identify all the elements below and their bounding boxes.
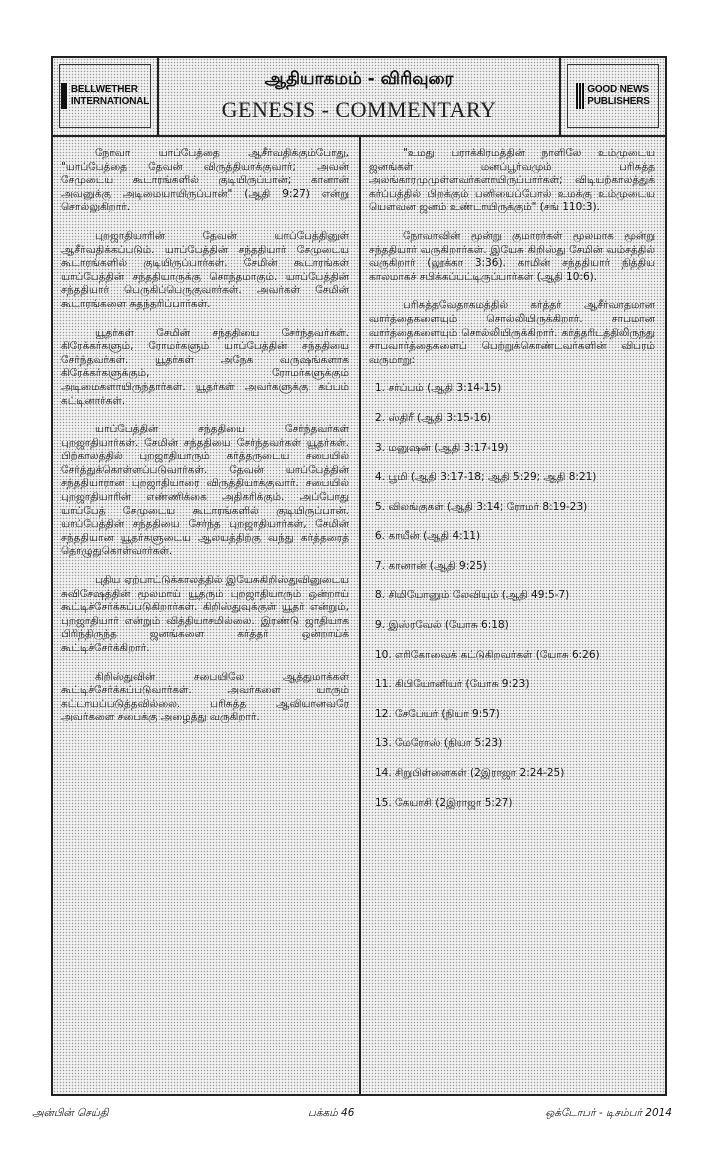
list-item: 7. கானான் (ஆதி 9:25)	[375, 559, 487, 572]
right-column	[361, 137, 665, 1094]
tower-icon	[61, 83, 67, 109]
logo-left-line2: INTERNATIONAL	[70, 96, 150, 107]
list-item: 1. சர்ப்பம் (ஆதி 3:14-15)	[375, 382, 502, 395]
list-item: 15. கேயாசி (2இராஜா 5:27)	[375, 796, 513, 809]
list-item: 5. விலங்குகள் (ஆதி 3:14; ரோமர் 8:19-23)	[375, 500, 588, 513]
page-number: பக்கம் 46	[308, 1107, 355, 1119]
paragraph: நோவாவின் மூன்று குமாரர்கள் மூலமாக மூன்று சந்ததியார் வருகிறார்கள். இயேசு கிறிஸ்து சேமின் வம்சத்தில் வருகிறார் (லூக்கா 3:36). காமின் சந்ததியார் நித்திய காலமாகச் சபிக்கப்பட்டிருப்பார்கள் (ஆதி 10:6).	[369, 229, 655, 283]
logo-left-line1: BELLWETHER	[70, 84, 138, 95]
book-icon	[576, 83, 584, 109]
list-item: 4. பூமி (ஆதி 3:17-18; ஆதி 5:29; ஆதி 8:21)	[375, 471, 597, 484]
list-item: 14. சிறுபிள்ளைகள் (2இராஜா 2:24-25)	[375, 767, 565, 780]
list-item: 9. இஸ்ரவேல் (யோசு 6:18)	[375, 619, 509, 632]
left-column	[53, 137, 361, 1094]
list-item: 13. மேரோஸ் (நியா 5:23)	[375, 737, 503, 750]
logo-right-line1: GOOD NEWS	[587, 84, 649, 95]
logo-right-line2: PUBLISHERS	[587, 96, 650, 107]
list-item: 3. மனுஷன் (ஆதி 3:17-19)	[375, 441, 509, 454]
paragraph: "உமது பராக்கிரமத்தின் நாளிலே உம்முடைய ஜனங்கள் மனப்பூர்வமும் பரிசுத்த அலங்காரமுமுள்ளவர்களாயிருப்பார்கள்; விடியற்காலத்துக் கர்ப்பத்தில் பிறக்கும் பனியைப்போல் உமக்கு உம்முடைய யௌவன ஜனம் உண்டாயிருக்கும்" (சங் 110:3).	[369, 147, 655, 214]
title-block	[157, 58, 561, 135]
title-tamil: ஆதியாகமம் - விரிவுரை	[264, 69, 454, 89]
paragraph: யூதர்கள் சேமின் சந்ததியை சேர்ந்தவர்கள். கிரேக்கர்களும், ரோமர்களும் யாப்பேத்தின் சந்ததியை சேர்ந்தவர்கள். யூதர்கள் அநேக வருஷங்களாக கிரேக்கர்களுக்கும், ரோமர்களுக்கும் அடிமைகளாயிருந்தார்கள். யூதர்கள் அவர்களுக்கு கப்பம் கட்டினார்கள்.	[61, 326, 349, 407]
list-item: 8. சிமியோனும் லேவியும் (ஆதி 49:5-7)	[375, 589, 570, 602]
paragraph: நோவா யாப்பேத்தை ஆசீர்வதிக்கும்போது, "யாப்பேத்தை தேவன் விருத்தியாக்குவார்; அவன் சேமுடைய கூடாரங்களில் குடியிருப்பான்; கானான் அவனுக்கு அடிமையாயிருப்பான்" (ஆதி 9:27) என்று சொல்லுகிறார்.	[61, 147, 349, 214]
list-item: 6. காயீன் (ஆதி 4:11)	[375, 530, 481, 543]
good-news-logo	[567, 64, 659, 128]
bellwether-logo	[59, 64, 151, 128]
issue-date: ஒக்டோபர் - டிசம்பர் 2014	[545, 1107, 672, 1119]
paragraph: கிறிஸ்துவின் சபையிலே ஆத்துமாக்கள் கூட்டிச்சேர்க்கப்படுவார்கள். அவர்களை யாரும் கட்டாயப்படுத்தவில்லை. பரிசுத்த ஆவியானவரே அவர்களை சபைக்கு அழைத்து வருகிறார்.	[61, 670, 349, 724]
page-frame	[51, 56, 667, 1096]
paragraph: புதிய ஏற்பாட்டுக்காலத்தில் இயேசுகிறிஸ்துவினுடைய சுவிசேஷத்தின் மூலமாய் யூதரும் புறஜாதியாரும் ஒன்றாய் கூட்டிச்சேர்க்கப்படுகிறார்கள். கிறிஸ்துவுக்குள் யூதர் என்றும், புறஜாதியார் என்றும் வித்தியாசமில்லை. இரண்டு ஜாதியாக பிரிந்திருந்த ஜனங்களை கர்த்தர் ஒன்றாய்க் கூட்டிச்சேர்க்கிறார்.	[61, 574, 349, 654]
magazine-name: அன்பின் செய்தி	[32, 1107, 109, 1119]
curse-list	[369, 382, 655, 810]
paragraph: யாப்பேத்தின் சந்ததியை சேர்ந்தவர்கள் புறஜாதியார்கள். சேமின் சந்ததியை சேர்ந்தவர்கள் யூதர்கள். பிற்காலத்தில் புறஜாதியாரும் கர்த்தருடைய சபையில் சேர்த்துக்கொள்ளப்படுவார்கள். தேவன் யாப்பேத்தின் சந்ததியாரான புறஜாதியாரை விருத்தியாக்குவார். சபையில் புறஜாதியாரின் எண்ணிக்கை அதிகரிக்கும். அப்போது யாப்பேத் சேமுடைய கூடாரங்களில் குடியிருப்பான். யாப்பேத்தின் சந்ததியை சேர்ந்த புறஜாதியார்கள், சேமின் சந்ததியான யூதர்களுடைய ஆலயத்திற்கு வந்து கர்த்தரைத் தொழுதுகொள்வார்கள்.	[61, 423, 349, 558]
paragraph: பரிசுத்தவேதாகமத்தில் கர்த்தர் ஆசீர்வாதமான வார்த்தைகளையும் சொல்லியிருக்கிறார். சாபமான வார்த்தைகளையும் சொல்லியிருக்கிறார். கர்த்தரிடத்திலிருந்து சாபவார்த்தைகளைப் பெற்றுக்கொண்டவர்களின் விபரம் வருமாறு:	[369, 299, 655, 366]
list-item: 10. எரிகோவைக் கட்டுகிறவர்கள் (யோசு 6:26)	[375, 648, 600, 661]
list-item: 11. கிபியோனியர் (யோசு 9:23)	[375, 678, 530, 691]
paragraph: புறஜாதியாரின் தேவன் யாப்பேத்தினுள் ஆசீர்வதிக்கப்படும். யாப்பேத்தின் சந்ததியார் சேமுடைய கூடாரங்களில் குடியிருப்பார்கள். சேமின் கூடாரங்கள் யாப்பேத்தின் சந்ததியாருக்கு சொந்தமாகும். யாப்பேத்தின் சந்ததியார் பெருகிப்பெருகுவார்கள். அவர்கள் சேமின் கூடாரங்களை சுதந்தரிப்பார்கள்.	[61, 229, 349, 310]
page-footer	[32, 1107, 672, 1123]
title-english: GENESIS - COMMENTARY	[221, 97, 497, 122]
page-header	[53, 58, 665, 137]
list-item: 12. சேபேயர் (நியா 9:57)	[375, 707, 500, 720]
list-item: 2. ஸ்திரீ (ஆதி 3:15-16)	[375, 411, 492, 424]
